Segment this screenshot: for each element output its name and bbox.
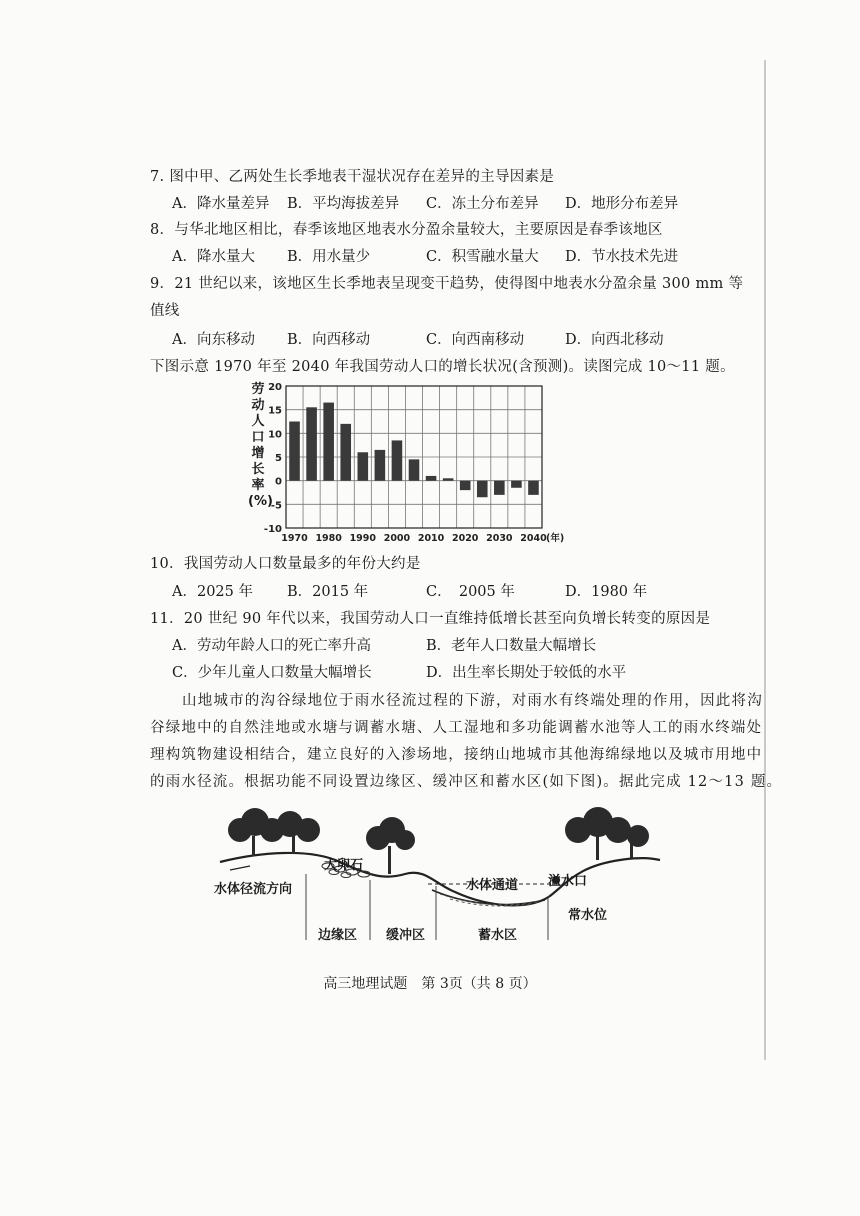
chart-xtick-label: 1990 bbox=[349, 533, 377, 544]
label-normal-level: 常水位 bbox=[568, 908, 608, 923]
chart-ytick-label: 20 bbox=[268, 382, 282, 393]
q9-stem-line2: 值线 bbox=[150, 303, 180, 319]
q7-option-c: C．冻土分布差异 bbox=[426, 196, 539, 212]
chart-xtick-label: 2030 bbox=[486, 533, 513, 544]
q7-stem: 7. 图中甲、乙两处生长季地表干湿状况存在差异的主导因素是 bbox=[150, 169, 555, 185]
intro-10-11: 下图示意 1970 年至 2040 年我国劳动人口的增长状况(含预测)。读图完成 10～11 题。 bbox=[150, 359, 735, 375]
page-footer: 高三地理试题 第 3页（共 8 页） bbox=[323, 976, 537, 992]
passage-line-4: 的雨水径流。根据功能不同设置边缘区、缓冲区和蓄水区(如下图)。据此完成 12～13 题。 bbox=[150, 774, 783, 790]
chart-bar bbox=[323, 403, 334, 481]
flow-arrow-icon bbox=[230, 866, 250, 870]
q11-option-a: A．劳动年龄人口的死亡率升高 bbox=[172, 638, 371, 654]
q7-option-b: B．平均海拔差异 bbox=[287, 196, 400, 212]
chart-bar bbox=[443, 478, 454, 480]
chart-bar bbox=[460, 481, 471, 490]
chart-xtick-label: 1980 bbox=[315, 533, 342, 544]
passage-line-3: 理构筑物建设相结合，建立良好的入渗场地，接纳山地城市其他海绵绿地以及城市用地中 bbox=[150, 747, 763, 763]
chart-bar bbox=[340, 424, 351, 481]
chart-ytick-label: -5 bbox=[270, 500, 282, 512]
chart-bar bbox=[426, 476, 437, 481]
label-flow-direction: 水体径流方向 bbox=[214, 882, 293, 897]
chart-xtick-label: 2020 bbox=[451, 533, 479, 544]
passage-line-2: 谷绿地中的自然洼地或水塘与调蓄水塘、人工湿地和多功能调蓄水池等人工的雨水终端处 bbox=[150, 720, 763, 736]
q10-option-a: A．2025 年 bbox=[172, 584, 253, 600]
chart-bar bbox=[494, 481, 505, 495]
q9-stem-line1: 9．21 世纪以来，该地区生长季地表呈现变干趋势，使得图中地表水分盈余量 300 mm 等 bbox=[150, 276, 744, 292]
q7-option-a: A．降水量差异 bbox=[172, 196, 270, 212]
chart-ytick-label: -10 bbox=[263, 524, 282, 535]
q8-option-c: C．积雪融水量大 bbox=[426, 249, 539, 265]
q11-option-c: C．少年儿童人口数量大幅增长 bbox=[172, 665, 372, 681]
chart-bar bbox=[306, 407, 317, 480]
q10-option-c: C． 2005 年 bbox=[426, 584, 515, 600]
chart-bar bbox=[511, 481, 522, 488]
chart-bar bbox=[528, 481, 539, 495]
q7-option-d: D．地形分布差异 bbox=[565, 196, 679, 212]
label-zone-edge: 边缘区 bbox=[318, 928, 358, 943]
q9-option-d: D．向西北移动 bbox=[565, 332, 664, 348]
chart-bar bbox=[409, 459, 420, 480]
chart-xtick-label: 2040 bbox=[520, 533, 547, 544]
diagram-illustration bbox=[200, 800, 670, 950]
chart-ytick-label: 10 bbox=[268, 429, 282, 441]
label-zone-storage: 蓄水区 bbox=[478, 928, 518, 943]
chart-ylabel: 劳动人口增长率(%) bbox=[248, 382, 273, 509]
chart-bar bbox=[375, 450, 386, 481]
chart-xlabel: (年) bbox=[546, 533, 565, 544]
chart-bar bbox=[358, 452, 369, 480]
label-pebble: 大卵石 bbox=[324, 858, 364, 873]
q10-stem: 10．我国劳动人口数量最多的年份大约是 bbox=[150, 556, 421, 572]
q10-option-b: B．2015 年 bbox=[287, 584, 369, 600]
chart-ytick-label: 15 bbox=[268, 405, 282, 417]
q10-option-d: D．1980 年 bbox=[565, 584, 648, 600]
q9-option-c: C．向西南移动 bbox=[426, 332, 525, 348]
labor-growth-chart bbox=[230, 378, 610, 546]
chart-xtick-label: 2000 bbox=[383, 533, 411, 544]
label-water-channel: 水体通道 bbox=[466, 878, 519, 893]
labor-growth-chart-svg bbox=[230, 378, 610, 546]
q11-option-b: B．老年人口数量大幅增长 bbox=[426, 638, 597, 654]
q8-option-b: B．用水量少 bbox=[287, 249, 371, 265]
label-overflow: 溢水口 bbox=[548, 874, 588, 889]
chart-ytick-label: 5 bbox=[275, 453, 282, 464]
label-zone-buffer: 缓冲区 bbox=[386, 928, 426, 943]
page-edge-line bbox=[764, 60, 766, 1060]
q8-option-a: A．降水量大 bbox=[172, 249, 255, 265]
q9-option-b: B．向西移动 bbox=[287, 332, 371, 348]
sponge-greenland-diagram bbox=[200, 800, 670, 950]
q11-stem: 11．20 世纪 90 年代以来，我国劳动人口一直维持低增长甚至向负增长转变的原因是 bbox=[150, 611, 711, 627]
chart-bar bbox=[477, 481, 488, 498]
chart-xtick-label: 2010 bbox=[417, 533, 445, 544]
q8-option-d: D．节水技术先进 bbox=[565, 249, 679, 265]
q9-option-a: A．向东移动 bbox=[172, 332, 255, 348]
chart-bar bbox=[392, 440, 403, 480]
q11-option-d: D．出生率长期处于较低的水平 bbox=[426, 665, 627, 681]
chart-xtick-label: 1970 bbox=[281, 533, 308, 544]
passage-line-1: 山地城市的沟谷绿地位于雨水径流过程的下游，对雨水有终端处理的作用，因此将沟 bbox=[182, 693, 763, 709]
chart-bar bbox=[289, 422, 300, 481]
chart-ytick-label: 0 bbox=[275, 476, 282, 488]
q8-stem: 8．与华北地区相比，春季该地区地表水分盈余量较大，主要原因是春季该地区 bbox=[150, 222, 663, 238]
